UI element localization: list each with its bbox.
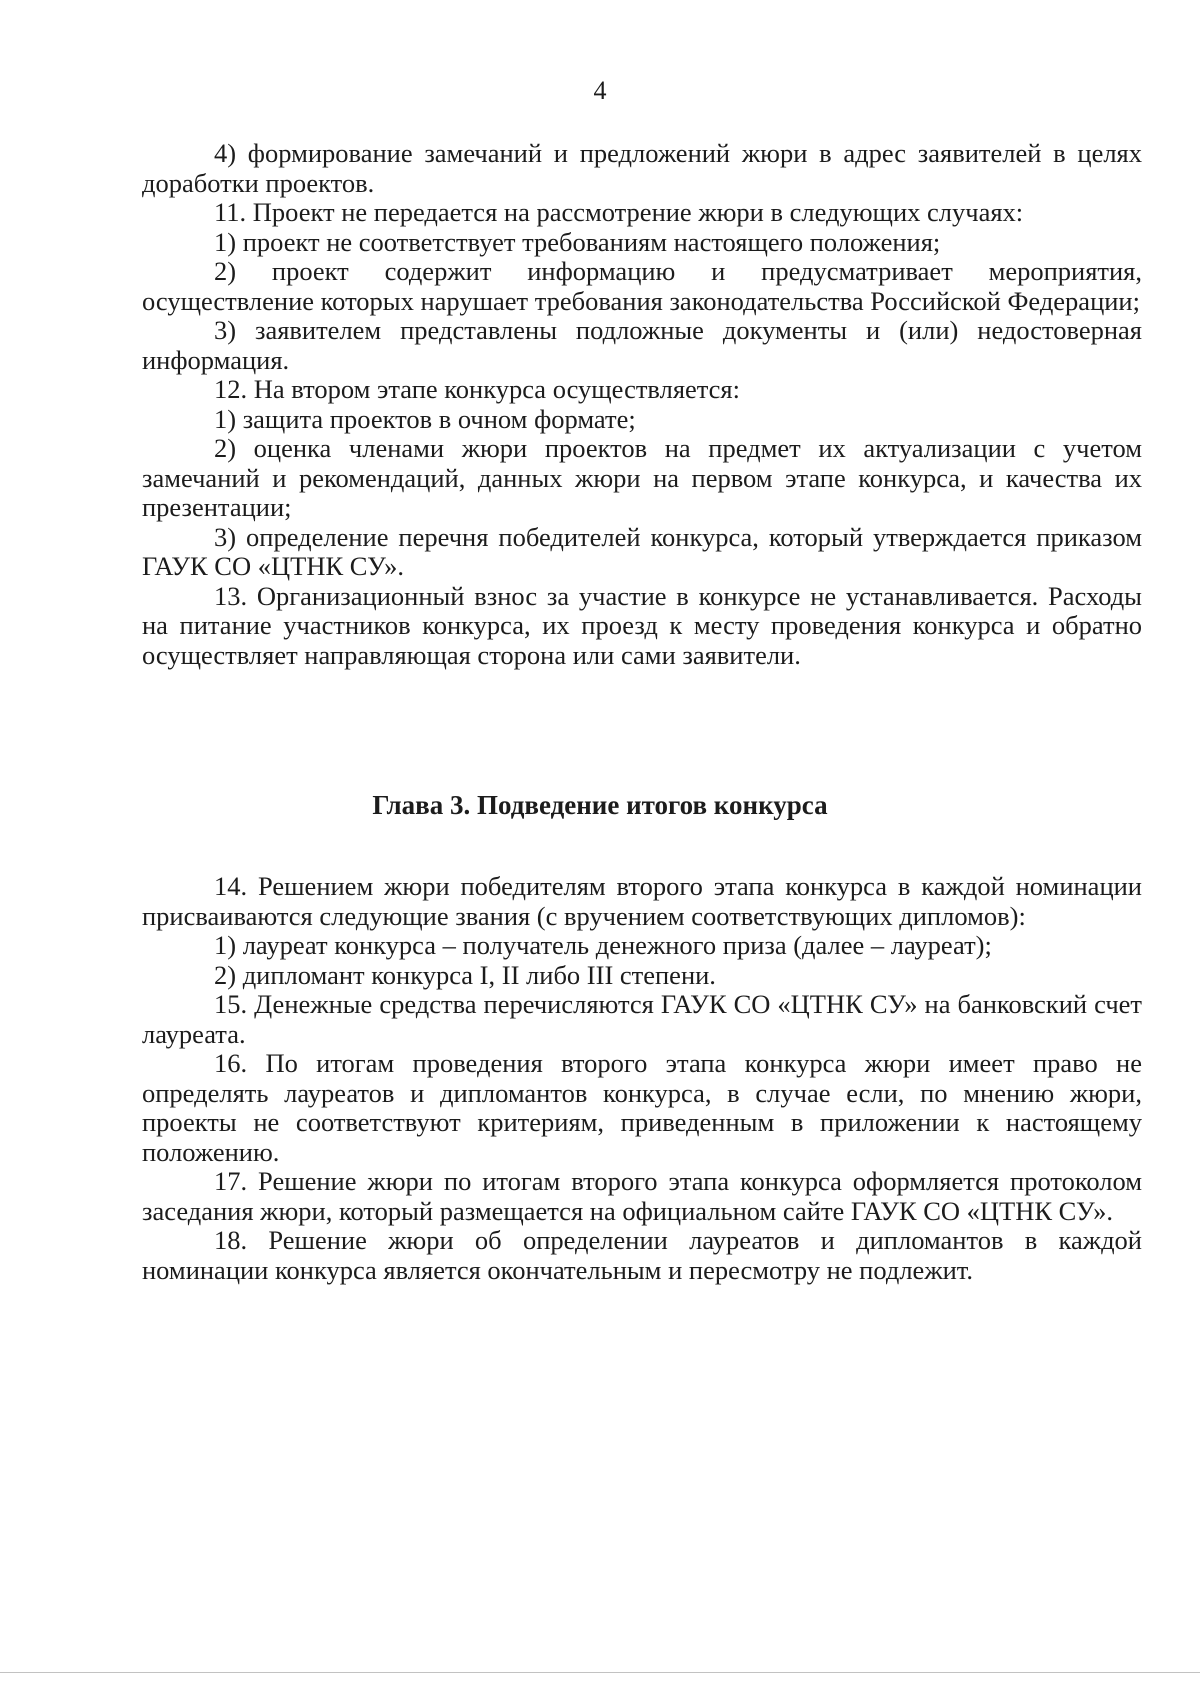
paragraph-clause-16: 16. По итогам проведения второго этапа конкурса жюри имеет право не определять лауреатов и дипломантов конкурса, в случае если, по мнению жюри, проекты не соответствуют критериям, приведенным в приложении к настоящему положению. (142, 1048, 1142, 1167)
page-number: 4 (593, 76, 607, 105)
section-2-continuation (142, 139, 1142, 670)
scan-edge-line (0, 1672, 1200, 1673)
paragraph-item-12-1: 1) защита проектов в очном формате; (214, 403, 636, 434)
chapter-heading: Глава 3. Подведение итогов конкурса (372, 790, 828, 820)
paragraph-item-14-1: 1) лауреат конкурса – получатель денежного приза (далее – лауреат); (214, 930, 992, 960)
paragraph-clause-13: 13. Организационный взнос за участие в конкурсе не устанавливается. Расходы на питание участников конкурса, их проезд к месту проведения конкурса и обратно осуществляет направляющая сторона или сами заявители. (142, 580, 1142, 670)
paragraph-item-12-3: 3) определение перечня победителей конкурса, который утверждается приказом ГАУК СО «ЦТНК СУ». (142, 521, 1142, 581)
section-3-body (142, 872, 1142, 1285)
paragraph-item-11-1: 1) проект не соответствует требованиям настоящего положения; (214, 226, 941, 257)
paragraph-item-10-4: 4) формирование замечаний и предложений жюри в адрес заявителей в целях доработки проектов. (142, 138, 1142, 198)
paragraph-clause-14: 14. Решением жюри победителям второго этапа конкурса в каждой номинации присваиваются следующие звания (с вручением соответствующих дипломов): (142, 871, 1142, 931)
paragraph-item-12-2: 2) оценка членами жюри проектов на предмет их актуализации с учетом замечаний и рекомендаций, данных жюри на первом этапе конкурса, и качества их презентации; (142, 433, 1142, 522)
paragraph-clause-18: 18. Решение жюри об определении лауреатов и дипломантов в каждой номинации конкурса является окончательным и пересмотру не подлежит. (142, 1225, 1142, 1285)
paragraph-clause-11: 11. Проект не передается на рассмотрение жюри в следующих случаях: (214, 197, 1024, 227)
paragraph-item-11-3: 3) заявителем представлены подложные документы и (или) недостоверная информация. (142, 315, 1142, 375)
paragraph-item-14-2: 2) дипломант конкурса I, II либо III степени. (214, 959, 716, 990)
paragraph-clause-12: 12. На втором этапе конкурса осуществляется: (214, 374, 740, 404)
paragraph-clause-17: 17. Решение жюри по итогам второго этапа конкурса оформляется протоколом заседания жюри, который размещается на официальном сайте ГАУК СО «ЦТНК СУ». (142, 1166, 1142, 1226)
paragraph-item-11-2: 2) проект содержит информацию и предусматривает мероприятия, осуществление которых нарушает требования законодательства Российской Федерации; (142, 256, 1142, 316)
paragraph-clause-15: 15. Денежные средства перечисляются ГАУК СО «ЦТНК СУ» на банковский счет лауреата. (142, 989, 1142, 1049)
